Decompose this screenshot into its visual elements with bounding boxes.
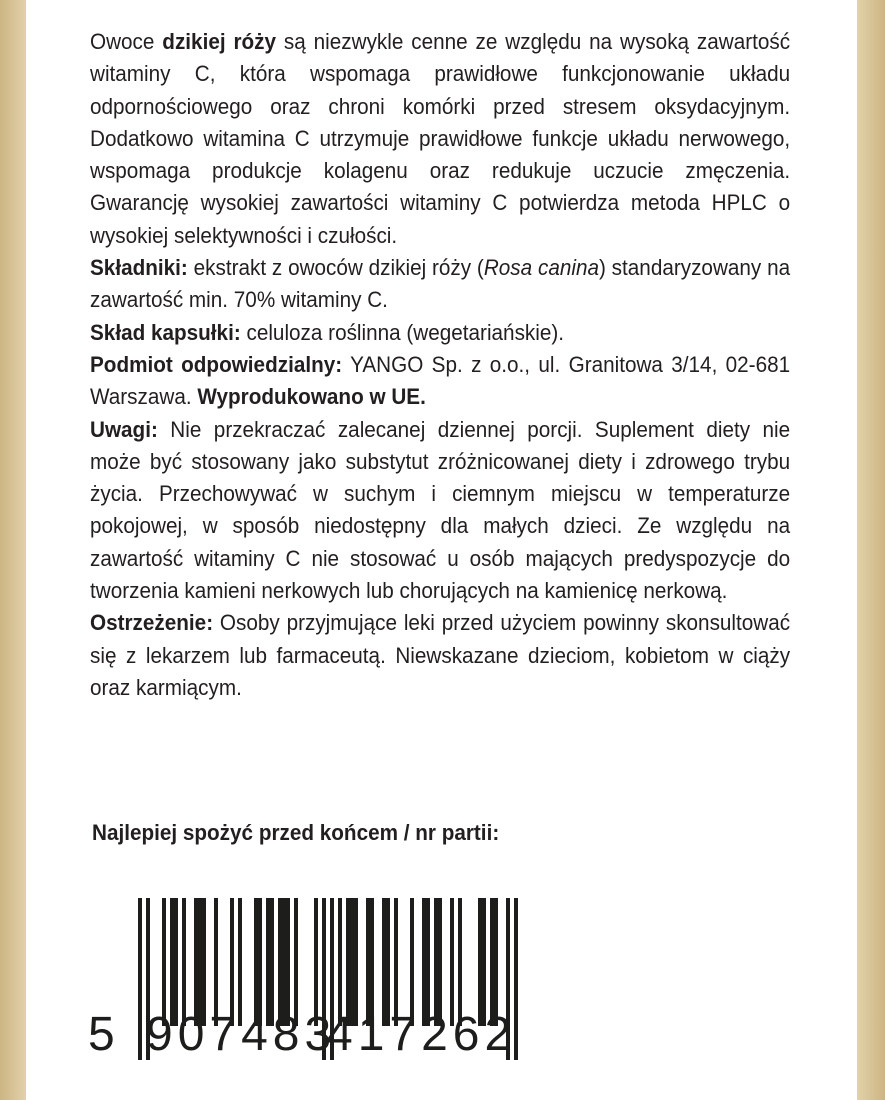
barcode-right-group: 417262 <box>326 1008 517 1061</box>
capsule-text: celuloza roślinna (wegetariańskie). <box>240 319 565 345</box>
capsule-paragraph <box>90 317 790 349</box>
responsible-text: YANGO Sp. z o.o., ul. Granitowa 3/14, 02-681 Warszawa. <box>90 351 791 410</box>
notes-text: Nie przekraczać zalecanej dziennej porcji. Suplement diety nie może być stosowany jako substytut zróżnicowanej diety i zdrowego trybu życia. Przechowywać w suchym i ciemnym miejscu w temperaturze pokojowej, w sposób niedostępny dla małych dzieci. Ze względu na zawartość witaminy C nie stosować u osób mających predyspozycje do tworzenia kamieni nerkowych lub chorujących na kamienicę nerkową. <box>90 416 791 604</box>
intro-text-2: są niezwykle cenne ze względu na wysoką zawartość witaminy C, która wspomaga prawidłowe funkcjonowanie układu odpornościowego oraz chroni komórki przed stresem oksydacyjnym. Dodatkowo witamina C utrzymuje prawidłowe funkcje układu nerwowego, wspomaga produkcje kolagenu oraz redukuje uczucie zmęczenia. Gwarancję wysokiej zawartości witaminy C potwierdza metoda HPLC o wysokiej selektywności i czułości. <box>90 29 791 248</box>
ingredients-latin-name: Rosa canina <box>483 255 599 281</box>
intro-highlight: dzikiej róży <box>162 29 277 54</box>
label-text-block <box>90 26 790 704</box>
barcode-left-group: 907483 <box>146 1008 337 1061</box>
notes-paragraph <box>90 414 790 608</box>
label-frame-left <box>0 0 26 1100</box>
responsible-heading: Podmiot odpowiedzialny: <box>90 351 343 377</box>
label-frame-right <box>857 0 885 1100</box>
ean-barcode <box>88 880 538 1060</box>
warning-heading: Ostrzeżenie: <box>90 610 214 636</box>
barcode-digits <box>88 1005 538 1065</box>
ingredients-paragraph <box>90 252 790 317</box>
intro-text-1: Owoce <box>90 29 163 54</box>
warning-text: Osoby przyjmujące leki przed użyciem powinny skonsultować się z lekarzem lub farmaceutą. Niewskazane dzieciom, kobietom w ciąży oraz karmiącym. <box>90 610 791 700</box>
capsule-heading: Skład kapsułki: <box>90 319 241 345</box>
ingredients-heading: Składniki: <box>90 255 188 281</box>
made-in-eu: Wyprodukowano w UE. <box>197 384 426 410</box>
ingredients-text-1: ekstrakt z owoców dzikiej róży ( <box>187 255 484 281</box>
warning-paragraph <box>90 607 790 704</box>
barcode-first-digit: 5 <box>88 1008 115 1061</box>
notes-heading: Uwagi: <box>90 416 158 442</box>
responsible-paragraph <box>90 349 790 414</box>
best-before-label: Najlepiej spożyć przed końcem / nr partii: <box>92 820 500 845</box>
ingredients-text-2: ) standaryzowany na zawartość min. 70% witaminy C. <box>90 255 791 313</box>
intro-paragraph <box>90 26 790 252</box>
